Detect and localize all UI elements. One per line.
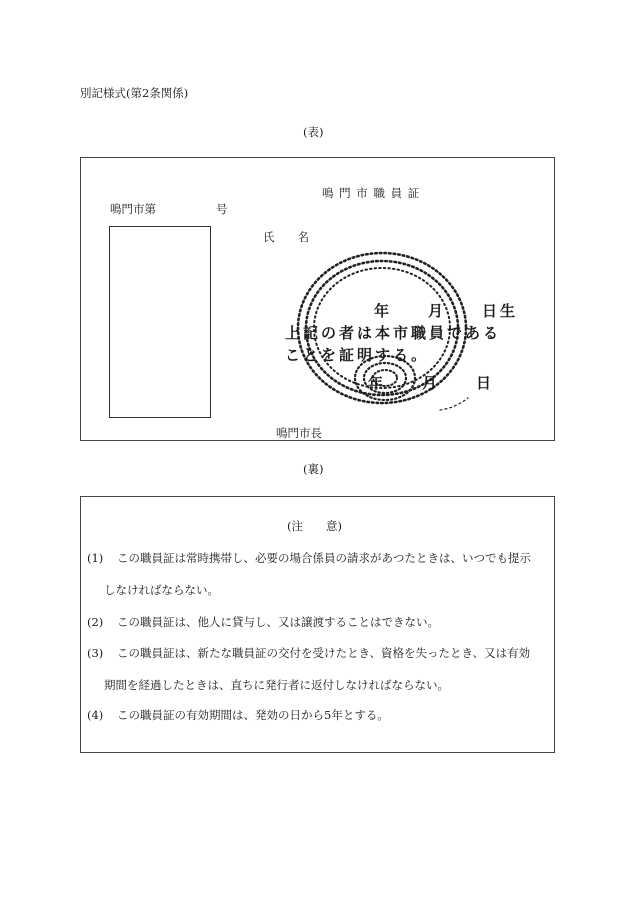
note-number: (4): [87, 708, 104, 722]
note-text: この職員証の有効期間は、発効の日から5年とする。: [117, 708, 389, 722]
certify-line-1: 上記の者は本市職員である: [285, 324, 502, 342]
note-text: この職員証は常時携帯し、必要の場合係員の請求があつたときは、いつでも提示: [117, 551, 531, 565]
front-label: (表): [303, 125, 324, 139]
note-item-1: [87, 550, 531, 566]
card-number-suffix: 号: [216, 202, 228, 216]
note-item-2: [87, 614, 439, 630]
certify-line-2: ことを証明する。: [285, 346, 430, 364]
note-number: (2): [87, 615, 104, 629]
note-item-4: [87, 707, 389, 723]
note-item-1-continuation: しなければならない。: [104, 583, 219, 597]
notes-title: (注 意): [287, 519, 342, 533]
issue-date: 年 月 日: [368, 374, 495, 392]
card-title: 鳴 門 市 職 員 証: [322, 186, 421, 200]
back-label: (裏): [303, 462, 324, 476]
note-number: (1): [87, 551, 104, 565]
note-text: この職員証は、他人に貸与し、又は譲渡することはできない。: [117, 615, 439, 629]
note-text: この職員証は、新たな職員証の交付を受けたとき、資格を失ったとき、又は有効: [117, 646, 531, 660]
photo-box: [109, 226, 211, 418]
note-item-3-continuation: 期間を経過したときは、直ちに発行者に返付しなければならない。: [104, 678, 449, 692]
note-item-3: [87, 645, 530, 661]
form-header: 別記様式(第2条関係): [80, 86, 189, 100]
birth-date: 年 月 日生: [374, 302, 519, 320]
note-number: (3): [87, 646, 104, 660]
mayor-label: 鳴門市長: [276, 426, 322, 440]
card-number-prefix: 鳴門市第: [110, 202, 156, 216]
name-label: 氏 名: [263, 230, 309, 244]
